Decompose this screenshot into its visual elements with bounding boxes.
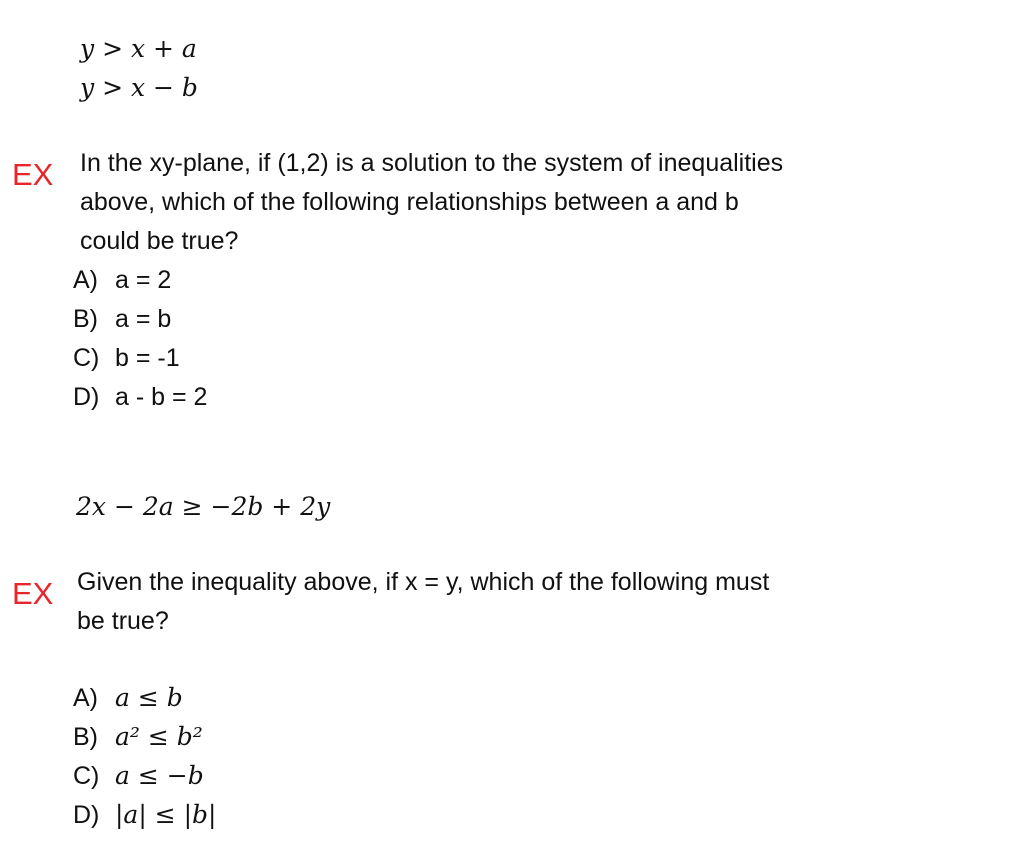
question-1-line-2: above, which of the following relationships between a and b	[80, 188, 739, 216]
choice-text: a = b	[115, 305, 172, 333]
choice-letter: D)	[73, 383, 100, 411]
choice-2-c	[73, 761, 204, 791]
choice-letter: B)	[73, 305, 98, 333]
question-1-line-3: could be true?	[80, 227, 239, 255]
choice-letter: D)	[73, 801, 100, 829]
choice-letter: C)	[73, 344, 100, 372]
choice-text: a ≤ b	[115, 683, 183, 712]
choice-letter: B)	[73, 723, 98, 751]
choice-letter: C)	[73, 762, 100, 790]
choice-1-b	[73, 304, 171, 334]
choice-2-b	[73, 722, 203, 752]
choice-text: a ≤ −b	[115, 761, 204, 790]
choice-text: b = -1	[115, 344, 180, 372]
choice-text: a = 2	[115, 266, 172, 294]
choice-letter: A)	[73, 266, 98, 294]
ex-label-1: EX	[12, 157, 54, 192]
choice-1-a	[73, 265, 171, 295]
choice-text: a - b = 2	[115, 383, 208, 411]
choice-text: a² ≤ b²	[115, 722, 203, 751]
question-2-line-2: be true?	[77, 607, 169, 635]
choice-1-c	[73, 343, 180, 373]
choice-1-d	[73, 382, 207, 412]
choice-2-a	[73, 683, 183, 713]
question-2-line-1: Given the inequality above, if x = y, which of the following must	[77, 568, 770, 596]
inequality-2: 2x − 2a ≥ −2b + 2y	[76, 492, 331, 521]
ex-label-2: EX	[12, 576, 54, 611]
question-1-line-1: In the xy-plane, if (1,2) is a solution to the system of inequalities	[80, 149, 784, 177]
choice-text: |a| ≤ |b|	[115, 800, 217, 829]
system-inequality-2: y > x − b	[80, 73, 198, 102]
choice-letter: A)	[73, 684, 98, 712]
choice-2-d	[73, 800, 216, 830]
system-inequality-1: y > x + a	[80, 34, 197, 63]
